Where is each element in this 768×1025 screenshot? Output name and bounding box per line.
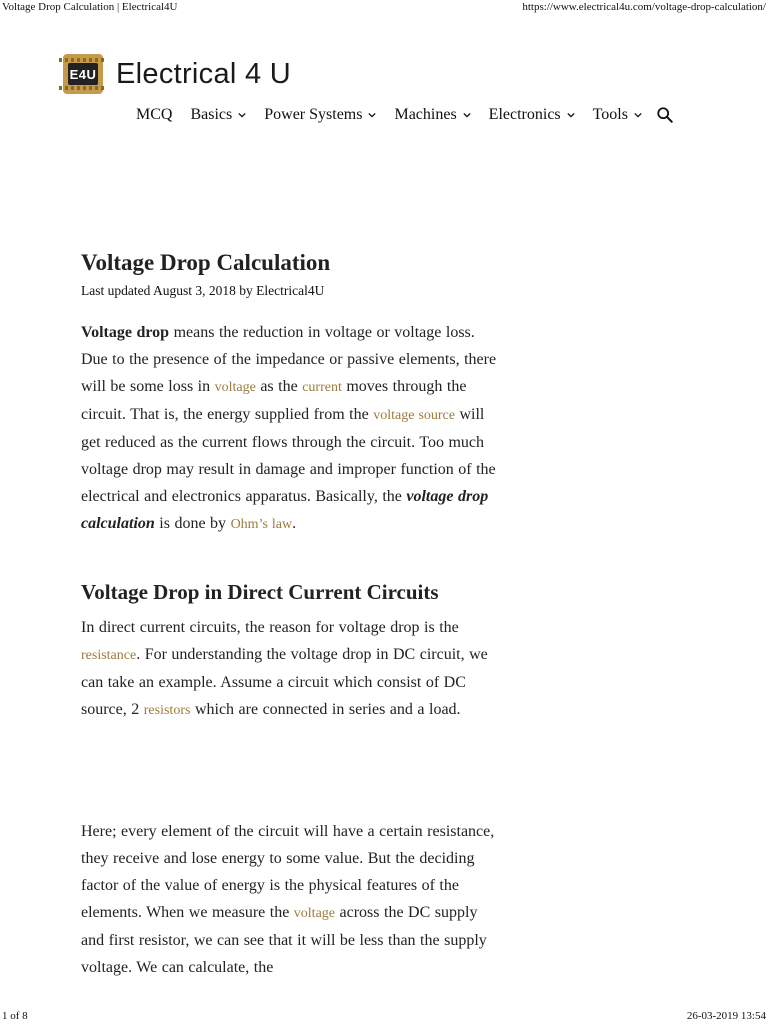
text-run: . For understanding the voltage drop in DC circuit, we can take an example. Assume a circuit which consist of DC source, 2 (81, 646, 488, 718)
link-voltage-source[interactable]: voltage source (373, 408, 455, 423)
nav-item-power-systems[interactable] (264, 106, 376, 124)
nav-item-label: Power Systems (264, 106, 363, 123)
text-run: means the reduction in voltage or voltage loss. Due to the presence of the impedance or passive elements, there will be some loss in (81, 324, 497, 395)
bold-term: Voltage drop (81, 324, 170, 341)
print-url: https://www.electrical4u.com/voltage-drop-calculation/ (522, 1, 766, 13)
text-run: Here; every element of the circuit will have a certain resistance, they receive and lose energy to some value. But the deciding factor of the value of energy is the physical features of the elements. When we measure the (81, 823, 495, 921)
text-run: will get reduced as the current flows through the circuit. Too much voltage drop may result in damage and improper function of the electrical and electronics apparatus. Basically, the (81, 406, 496, 505)
main-nav (136, 106, 674, 124)
article-meta: Last updated August 3, 2018 by Electrical4U (81, 283, 325, 298)
text-run: across the DC supply and first resistor, we can see that it will be less than the supply voltage. We can calculate, the (81, 904, 487, 976)
nav-item-label: Basics (190, 106, 233, 123)
link-current[interactable]: current (302, 380, 342, 395)
article-title: Voltage Drop Calculation (81, 250, 331, 275)
paragraph-intro (81, 319, 501, 535)
text-run: . (292, 515, 297, 532)
print-datetime: 26-03-2019 13:54 (686, 1010, 766, 1022)
nav-item-electronics[interactable] (489, 106, 575, 124)
bold-italic-term: voltage drop calculation (81, 488, 489, 532)
nav-item-label: Tools (592, 106, 628, 123)
chevron-down-icon (634, 111, 642, 119)
print-header (0, 0, 768, 16)
site-name: Electrical 4 U (116, 57, 292, 90)
nav-item-label: MCQ (136, 106, 173, 123)
chevron-down-icon (463, 111, 471, 119)
nav-item-mcq[interactable] (136, 106, 172, 124)
nav-item-tools[interactable] (593, 106, 642, 124)
text-run: moves through the circuit. That is, the energy supplied from the (81, 378, 467, 423)
search-icon[interactable] (656, 106, 674, 124)
chevron-down-icon (368, 111, 376, 119)
logo-chip-icon (63, 54, 103, 94)
link-resistance[interactable]: resistance (81, 648, 137, 663)
chevron-down-icon (567, 111, 575, 119)
chevron-down-icon (238, 111, 246, 119)
site-logo[interactable] (63, 52, 291, 96)
paragraph-energy (81, 818, 501, 980)
text-run: In direct current circuits, the reason for voltage drop is the (81, 619, 459, 636)
link-ohms-law[interactable]: Ohm’s law (230, 517, 293, 532)
link-resistors[interactable]: resistors (143, 703, 191, 718)
nav-item-label: Machines (394, 106, 457, 123)
nav-item-basics[interactable] (190, 106, 246, 124)
logo-chip-text: E4U (68, 63, 98, 85)
nav-item-label: Electronics (488, 106, 561, 123)
section-heading: Voltage Drop in Direct Current Circuits (81, 580, 439, 604)
text-run: is done by (154, 515, 231, 532)
print-page-number: 1 of 8 (2, 1010, 28, 1022)
print-footer (0, 1009, 768, 1025)
link-voltage[interactable]: voltage (214, 380, 256, 395)
text-run: which are connected in series and a load. (190, 701, 461, 718)
article (81, 248, 501, 976)
text-run: as the (255, 378, 303, 395)
nav-item-machines[interactable] (394, 106, 470, 124)
paragraph-dc (81, 614, 501, 724)
link-voltage[interactable]: voltage (293, 906, 336, 921)
print-page-title: Voltage Drop Calculation | Electrical4U (2, 1, 178, 13)
